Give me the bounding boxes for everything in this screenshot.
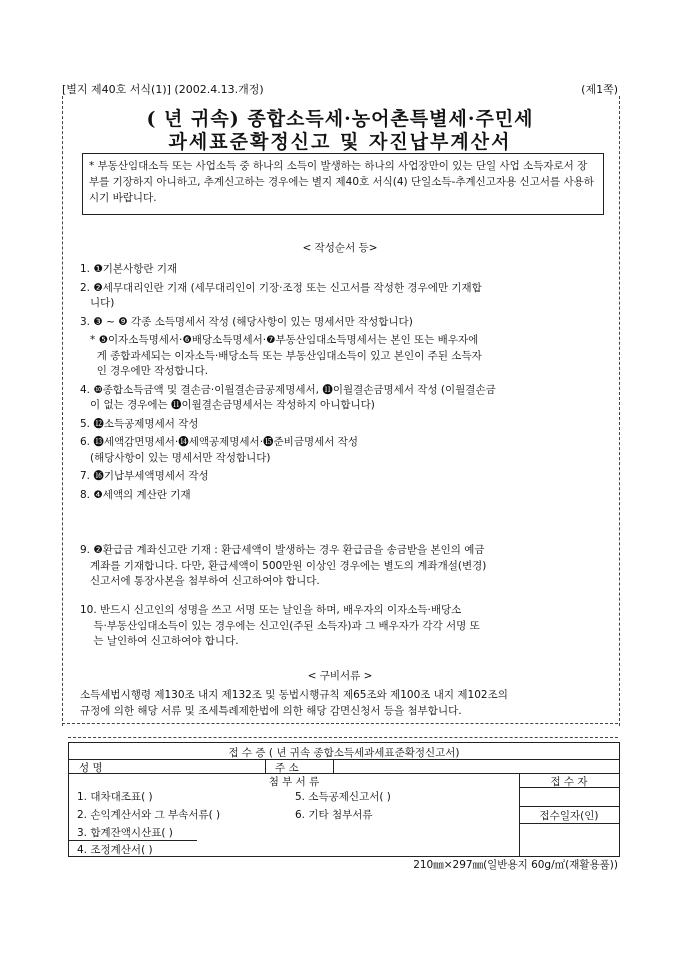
instruction-item-9 — [80, 543, 615, 590]
address-label: 주 소 — [275, 762, 299, 774]
instruction-line: 득·부동산임대소득이 있는 경우에는 신고인(주된 소득자)과 그 배우자가 각각 서명 또 — [80, 619, 480, 632]
form-number: [별지 제40호 서식(1)] (2002.4.13.개정) — [62, 83, 264, 96]
instruction-line: 인 경우에만 작성합니다. — [80, 365, 209, 377]
instruction-line: 2. ❷세무대리인란 기재 (세무대리인이 기장·조정 또는 신고서를 작성한 경우에만 기재합 — [80, 281, 482, 294]
attachment-item: 1. 대차대조표( ) — [77, 791, 153, 803]
instructions-list — [80, 262, 615, 503]
attachment-item: 2. 손익계산서와 그 부속서류( ) — [77, 809, 221, 821]
page-title: ( 년 귀속) 종합소득세·농어촌특별세·주민세 — [146, 108, 534, 130]
instruction-line: 계좌를 기재합니다. 다만, 환급세액이 500만원 이상인 경우에는 별도의 계좌개설(변경) — [80, 559, 487, 572]
instruction-line: 6. ⓭세액감면명세서·⓮세액공제명세서·⓯준비금명세서 작성 — [80, 436, 359, 448]
paper-spec: 210㎜×297㎜(일반용지 60g/㎡(재활용품)) — [413, 859, 618, 871]
instruction-line: 7. ⓰기납부세액명세서 작성 — [80, 470, 209, 482]
instruction-line: * ❺이자소득명세서·❻배당소득명세서·❼부동산임대소득명세서는 본인 또는 배우자에 — [80, 334, 479, 346]
instruction-line: 1. ❶기본사항란 기재 — [80, 263, 178, 275]
instruction-line: 3. ❸ ~ ❾ 각종 소득명세서 작성 (해당사항이 있는 명세서만 작성합니다) — [80, 315, 413, 328]
instruction-line: 8. ❹세액의 계산란 기재 — [80, 488, 191, 501]
receipt-date-label: 접수일자(인) — [539, 810, 599, 822]
documents-heading: < 구비서류 > — [307, 670, 373, 682]
attachment-item: 4. 조정계산서( ) — [77, 844, 153, 856]
attachments-label: 첨 부 서 류 — [268, 776, 320, 788]
page-subtitle: 과세표준확정신고 및 자진납부계산서 — [168, 131, 512, 153]
instruction-line: 5. ⓬소득공제명세서 작성 — [80, 417, 199, 430]
receipt-rule — [519, 806, 619, 807]
instruction-line: 는 날인하여 신고하여야 합니다. — [80, 635, 239, 647]
instruction-line: 10. 반드시 신고인의 성명을 쓰고 서명 또는 날인을 하며, 배우자의 이자소득·배당소 — [80, 604, 462, 616]
page-number: (제1쪽) — [581, 83, 618, 96]
documents-line: 소득세법시행령 제130조 내지 제132조 및 동법시행규칙 제65조와 제100조 내지 제102조의 — [80, 689, 508, 701]
receipt-title: 접 수 증 ( 년 귀속 종합소득세과세표준확정신고서) — [228, 747, 460, 759]
instruction-line: 신고서에 통장사본을 첨부하여 신고하여야 합니다. — [80, 575, 320, 587]
instruction-line: 9. ❷환급금 계좌신고란 기재 : 환급세액이 발생하는 경우 환급금을 송금받을 본인의 예금 — [80, 544, 485, 556]
instructions-heading: < 작성순서 등> — [302, 242, 378, 254]
receipt-rule — [519, 787, 619, 788]
receiver-label: 접 수 자 — [550, 776, 588, 788]
documents-line: 규정에 의한 해당 서류 및 조세특례제한법에 의한 해당 감면신청서 등을 첨부합니다. — [80, 704, 462, 717]
attachment-item: 3. 합계잔액시산표( ) — [77, 827, 173, 839]
cut-line — [68, 737, 618, 738]
receipt-rule — [69, 840, 197, 841]
instruction-line: 니다) — [80, 297, 115, 309]
receipt-rule — [265, 759, 266, 773]
name-label: 성 명 — [79, 762, 103, 774]
receipt-rule — [519, 823, 619, 824]
instruction-line: 게 종합과세되는 이자소득·배당소득 또는 부동산임대소득이 있고 본인이 주된 소득자 — [80, 349, 482, 362]
receipt-rule — [69, 759, 619, 760]
instruction-item-10 — [80, 603, 615, 650]
documents-text — [80, 688, 615, 719]
notice-box: * 부동산임대소득 또는 사업소득 중 하나의 소득이 발생하는 하나의 사업장만이 있는 단일 사업 소득자로서 장부를 기장하지 아니하고, 추계신고하는 경우에는 별지 제40호 서식(4) 단일소득-추계신고자용 신고서를 사용하시기 바랍니다. — [82, 153, 604, 215]
receipt-rule — [333, 759, 334, 773]
instruction-line: 4. ❿종합소득금액 및 결손금·이월결손금공제명세서, ⓫이월결손금명세서 작성 (이월결손금 — [80, 383, 496, 396]
receipt-box — [68, 742, 620, 857]
section-divider — [62, 723, 618, 724]
instruction-line: 이 없는 경우에는 ⓫이월결손금명세서는 작성하지 아니합니다) — [80, 399, 375, 411]
attachment-item: 5. 소득공제신고서( ) — [295, 791, 391, 803]
attachment-item: 6. 기타 첨부서류 — [295, 809, 373, 821]
instruction-line: (해당사항이 있는 명세서만 작성합니다) — [80, 451, 271, 464]
